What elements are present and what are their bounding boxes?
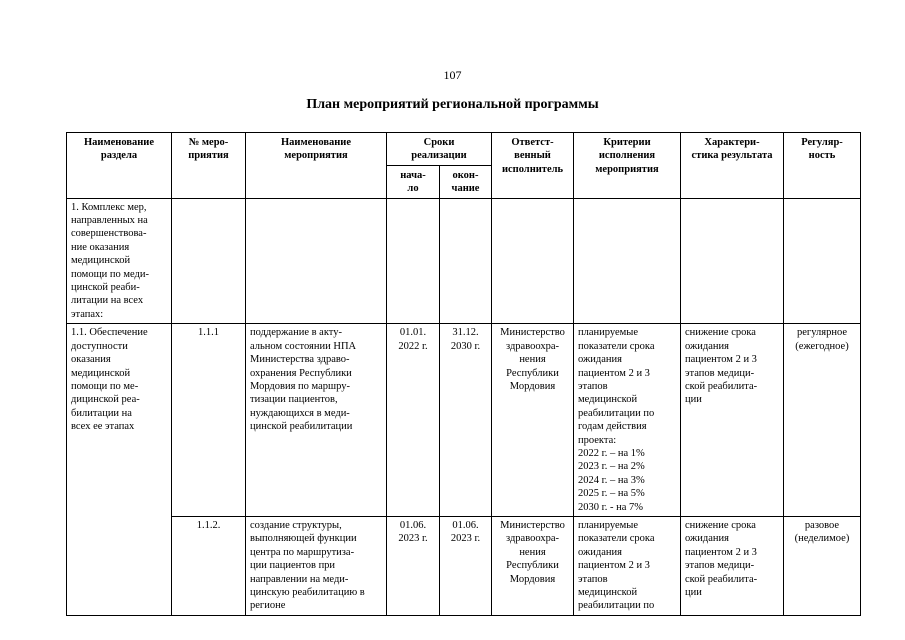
- event-responsible: [492, 324, 574, 517]
- text-line: Мордовия: [509, 380, 556, 392]
- text-line: ции пациентов при: [250, 560, 336, 572]
- header-criteria: [574, 133, 681, 199]
- text-line: тизации пациентов,: [250, 394, 338, 406]
- text-line: 1. Комплекс мер,: [71, 201, 147, 213]
- text-line: проекта:: [578, 434, 617, 446]
- text-line: Министерство: [500, 327, 565, 339]
- text-line: Республики: [506, 560, 559, 572]
- empty-cell: [172, 198, 246, 324]
- subsection-1-1-cell: [67, 324, 172, 616]
- event-regularity: [784, 324, 861, 517]
- text-line: медицинской: [578, 394, 638, 406]
- text-line: пациентом 2 и 3: [685, 546, 757, 558]
- text-line: пациентом 2 и 3: [578, 367, 650, 379]
- text-line: снижение срока: [685, 519, 756, 531]
- event-name: [246, 324, 387, 517]
- text-line: нуждающихся в меди-: [250, 407, 350, 419]
- text-line: дицинской реа-: [71, 394, 140, 406]
- text-line: Мордовия по маршру-: [250, 380, 350, 392]
- header-section: [67, 133, 172, 199]
- text-line: направленных на: [71, 215, 148, 227]
- text-line: раздела: [100, 150, 138, 162]
- text-line: 01.01.: [399, 327, 427, 339]
- text-line: (ежегодное): [795, 340, 849, 352]
- event-regularity: [784, 516, 861, 615]
- text-line: медицинской: [578, 587, 638, 598]
- text-line: показатели срока: [578, 533, 655, 545]
- header-start: [387, 165, 440, 198]
- text-line: Мордовия: [509, 573, 556, 585]
- text-line: 2022 г.: [398, 340, 428, 352]
- text-line: альном состоянии НПА: [250, 340, 357, 352]
- text-line: этапов медици-: [685, 560, 755, 572]
- text-line: медицинской: [71, 255, 131, 267]
- page-number: 107: [443, 68, 462, 82]
- text-line: здравоохра-: [506, 340, 559, 352]
- text-line: чание: [451, 183, 480, 195]
- text-line: ожидания: [685, 533, 729, 545]
- event-end: [440, 324, 492, 517]
- text-line: центра по маршрутиза-: [250, 546, 355, 558]
- header-event-name: [246, 133, 387, 199]
- text-line: цинской реаби-: [71, 282, 140, 294]
- text-line: ской реабилита-: [685, 380, 758, 392]
- text-line: № меро-: [188, 137, 229, 148]
- text-line: планируемые: [578, 327, 639, 339]
- text-line: 31.12.: [452, 327, 479, 339]
- text-line: билитации на: [71, 407, 132, 419]
- text-line: пациентом 2 и 3: [685, 354, 757, 366]
- event-number: 1.1.1: [172, 324, 246, 517]
- event-result: [681, 324, 784, 517]
- text-line: поддержание в акту-: [250, 327, 343, 339]
- empty-cell: [681, 198, 784, 324]
- empty-cell: [387, 198, 440, 324]
- text-line: цинской реабилитации: [250, 421, 353, 433]
- text-line: снижение срока: [685, 327, 756, 339]
- event-name: [246, 516, 387, 615]
- text-line: 01.06.: [452, 519, 479, 531]
- text-line: венный: [514, 150, 551, 162]
- empty-cell: [246, 198, 387, 324]
- text-line: направлении на меди-: [250, 573, 349, 585]
- text-line: этапах:: [71, 308, 104, 320]
- header-terms: [387, 133, 492, 166]
- text-line: стика результата: [691, 150, 773, 162]
- text-line: ожидания: [578, 354, 622, 366]
- text-line: мероприятия: [284, 150, 348, 162]
- table-row: [67, 324, 861, 517]
- text-line: помощи по меди-: [71, 268, 150, 280]
- text-line: 2030 г.: [450, 340, 481, 352]
- text-line: Министерства здраво-: [250, 354, 350, 366]
- text-line: Республики: [506, 367, 559, 379]
- text-line: исполнения: [598, 150, 656, 162]
- event-number: 1.1.2.: [172, 516, 246, 615]
- text-line: 1.1. Обеспечение: [71, 327, 148, 339]
- text-line: 2022 г. – на 1%: [578, 447, 645, 459]
- text-line: ожидания: [685, 340, 729, 352]
- text-line: всех ее этапах: [71, 421, 135, 433]
- text-line: регулярное: [797, 327, 847, 339]
- text-line: цинскую реабилитацию в: [250, 587, 365, 598]
- text-line: Регуляр-: [801, 137, 843, 148]
- text-line: реабилитации по: [578, 407, 655, 419]
- text-line: Наименование: [281, 137, 351, 148]
- text-line: исполнитель: [501, 163, 564, 175]
- text-line: ции: [685, 394, 702, 406]
- text-line: нача-: [400, 169, 426, 181]
- event-responsible: [492, 516, 574, 615]
- text-line: Наименование: [84, 137, 154, 148]
- text-line: охранения Республики: [250, 367, 352, 379]
- text-line: этапов: [578, 380, 608, 392]
- text-line: реабилитации по: [578, 600, 655, 612]
- text-line: мероприятия: [595, 163, 659, 175]
- event-start: [387, 324, 440, 517]
- text-line: показатели срока: [578, 340, 655, 352]
- text-line: ло: [407, 183, 419, 195]
- text-line: планируемые: [578, 519, 639, 531]
- text-line: ность: [808, 150, 836, 162]
- text-line: 2025 г. – на 5%: [578, 488, 645, 500]
- text-line: этапов медици-: [685, 367, 755, 379]
- text-line: регионе: [250, 600, 286, 612]
- text-line: выполняющей функции: [250, 533, 357, 545]
- text-line: пациентом 2 и 3: [578, 560, 650, 572]
- event-start: [387, 516, 440, 615]
- text-line: приятия: [188, 150, 229, 162]
- empty-cell: [784, 198, 861, 324]
- text-line: нения: [519, 546, 546, 558]
- document-title: План мероприятий региональной программы: [306, 97, 599, 112]
- text-line: окон-: [452, 169, 479, 181]
- section-1-cell: [67, 198, 172, 324]
- event-criteria: [574, 516, 681, 615]
- text-line: 2030 г. - на 7%: [578, 501, 644, 513]
- text-line: (неделимое): [794, 533, 850, 545]
- header-result: [681, 133, 784, 199]
- empty-cell: [574, 198, 681, 324]
- text-line: Ответст-: [511, 137, 554, 148]
- text-line: 2023 г. – на 2%: [578, 461, 645, 473]
- header-regularity: [784, 133, 861, 199]
- event-end: [440, 516, 492, 615]
- text-line: помощи по ме-: [71, 380, 139, 392]
- text-line: создание структуры,: [250, 519, 342, 531]
- table-row: [67, 516, 861, 615]
- event-criteria: [574, 324, 681, 517]
- header-responsible: [492, 133, 574, 199]
- text-line: литации на всех: [71, 295, 144, 307]
- text-line: реализации: [411, 150, 467, 162]
- text-line: ции: [685, 587, 702, 598]
- empty-cell: [440, 198, 492, 324]
- text-line: Характери-: [704, 137, 760, 148]
- text-line: 2023 г.: [450, 533, 481, 545]
- text-line: Критерии: [603, 137, 651, 148]
- text-line: годам действия: [578, 421, 647, 433]
- header-end: [440, 165, 492, 198]
- text-line: ние оказания: [71, 241, 130, 253]
- text-line: разовое: [804, 519, 840, 531]
- text-line: нения: [519, 354, 546, 366]
- empty-cell: [492, 198, 574, 324]
- text-line: 01.06.: [399, 519, 427, 531]
- text-line: Министерство: [500, 519, 565, 531]
- text-line: ожидания: [578, 546, 622, 558]
- text-line: этапов: [578, 573, 608, 585]
- text-line: 2023 г.: [398, 533, 428, 545]
- text-line: оказания: [71, 354, 111, 366]
- text-line: медицинской: [71, 367, 131, 379]
- event-result: [681, 516, 784, 615]
- text-line: ской реабилита-: [685, 573, 758, 585]
- text-line: 2024 г. – на 3%: [578, 474, 645, 486]
- text-line: здравоохра-: [506, 533, 559, 545]
- text-line: совершенствова-: [71, 228, 147, 240]
- header-event-number: [172, 133, 246, 199]
- text-line: Сроки: [423, 137, 455, 148]
- plan-table: [66, 132, 861, 616]
- text-line: доступности: [71, 340, 128, 352]
